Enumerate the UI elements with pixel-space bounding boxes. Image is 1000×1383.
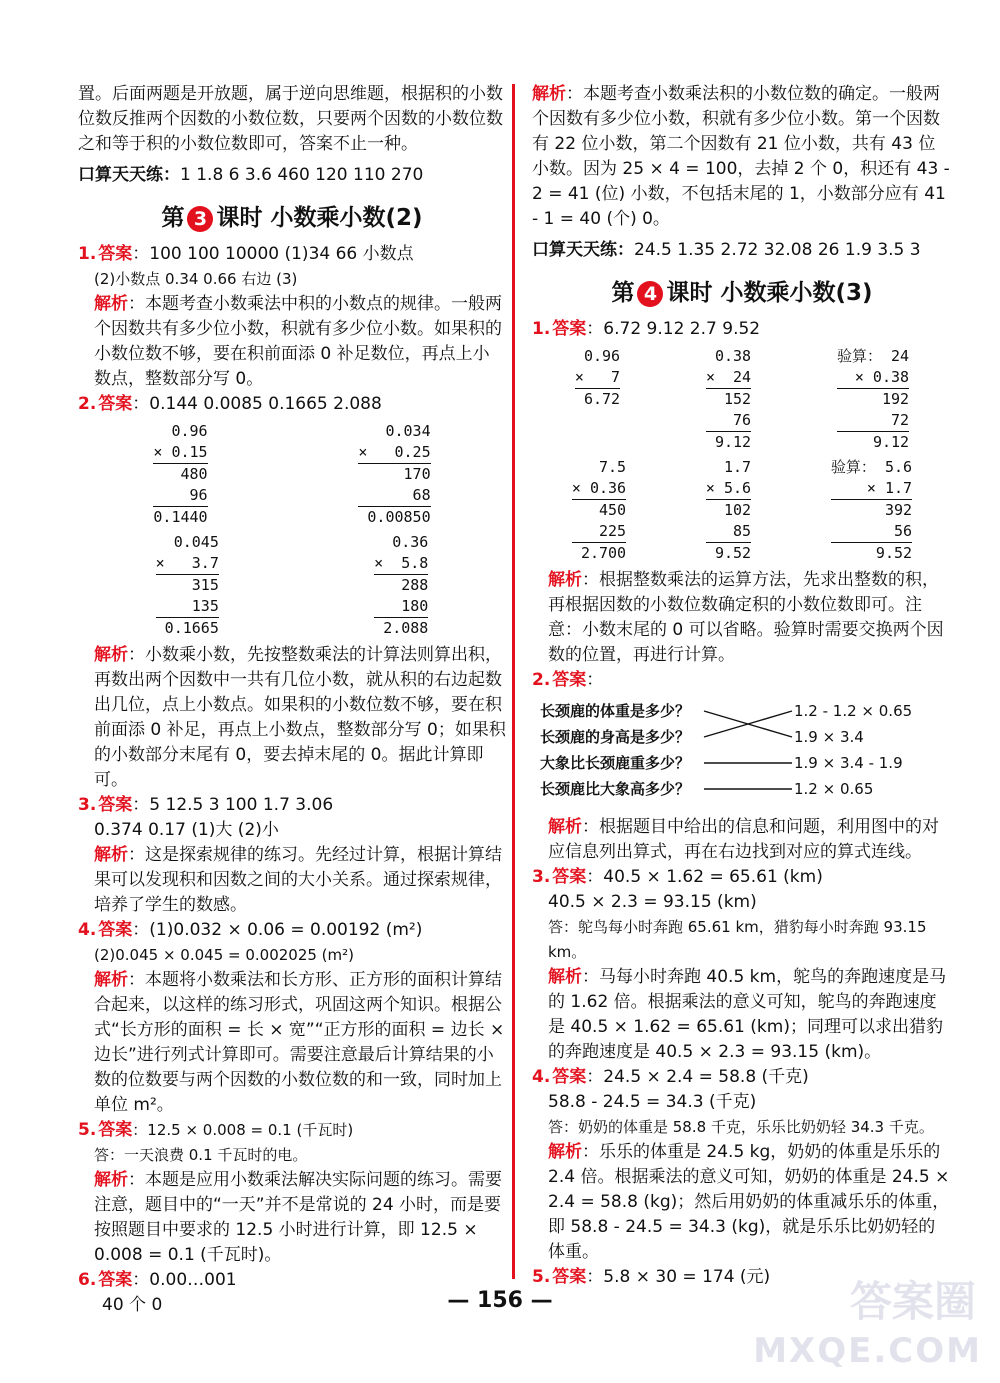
vertical-calc-2: 0.034 × 0.25 170 68 0.00850 [358,422,431,526]
vertical-calc-1: 0.96 × 0.15 480 96 0.1440 [153,422,208,526]
r-check-calc-1: 验算： 24 × 0.38 192 72 9.12 [836,347,910,451]
r-q3-answer-2: 40.5 × 2.3 = 93.15 (km) [548,892,757,912]
r-q1-analysis: 解析：根据整数乘法的运算方法，先求出整数的积，再根据因数的小数位数确定积的小数位数即可。注意：小数末尾的 0 可以省略。验算时需要交换两个因数的位置，再进行计算。 [548,570,944,665]
watermark-logo: 答案圈 [849,1277,976,1326]
matching-diagram [532,699,952,809]
q3-answer: 3. 答案：5 12.5 3 100 1.7 3.06 [78,795,334,815]
lesson-number-badge: 3 [187,206,213,232]
r-calc-row-2 [532,457,952,564]
match-answer-4: 1.2 × 0.65 [794,780,874,798]
match-question-4: 长颈鹿比大象高多少？ [540,780,691,798]
match-question-1: 长颈鹿的体重是多少？ [540,702,691,720]
kousuan-line-right: 口算天天练：24.5 1.35 2.72 32.08 26 1.9 3.5 3 [532,240,921,260]
match-question-3: 大象比长颈鹿重多少？ [540,754,691,772]
right-column [532,82,952,1290]
match-answer-3: 1.9 × 3.4 - 1.9 [794,754,903,772]
r-vertical-calc-1: 0.96 × 7 6.72 [574,347,621,408]
q2-calc-row-1 [78,421,506,528]
r-q1-answer: 1. 答案：6.72 9.12 2.7 9.52 [532,319,761,339]
q2-calc-row-2 [78,532,506,639]
vertical-calc-3: 0.045 × 3.7 315 135 0.1665 [155,533,219,637]
page-number: — 156 — [447,1288,553,1313]
vertical-calc-4: 0.36 × 5.8 288 180 2.088 [374,533,429,637]
q1-analysis: 解析：本题考查小数乘法中积的小数点的规律。一般两个因数共有多少位小数，积就有多少位小数。如果积的小数位数不够，要在积前面添 0 补足数位，再点上小数点，整数部分写 0。 [94,294,502,389]
r-q4-analysis: 解析：乐乐的体重是 24.5 kg，奶奶的体重是乐乐的 2.4 倍。根据乘法的意义可知，奶奶的体重是 24.5 × 2.4 = 58.8 (kg)；然后用奶奶的体重减乐乐的体重，即 58.8 - 24.5 = 34.3 (kg)，就是乐乐比奶奶轻的体重。 [548,1142,950,1262]
q3-analysis: 解析：这是探索规律的练习。先经过计算，根据计算结果可以发现积和因数之间的大小关系。通过探索规律，培养了学生的数感。 [94,845,502,915]
q4-answer: 4. 答案：(1)0.032 × 0.06 = 0.00192 (m²) [78,920,423,940]
r-q2-answer: 2. 答案： [532,670,604,690]
r-vertical-calc-2: 0.38 × 24 152 76 9.12 [705,347,752,451]
lesson-number-badge-right: 4 [637,281,663,307]
match-answer-2: 1.9 × 3.4 [794,728,864,746]
lesson-title-right: 第 4 课时 小数乘小数(3) [611,280,873,306]
r-calc-row-1 [532,346,952,453]
q5-analysis: 解析：本题是应用小数乘法解决实际问题的练习。需要注意，题目中的“一天”并不是常说的 24 小时，而是要按照题目中要求的 12.5 小时进行计算，即 12.5 × 0.008 = 0.1 (千瓦时)。 [94,1170,502,1265]
kousuan-values: 1 1.8 6 3.6 460 120 110 270 [180,165,424,185]
r-q4-answer: 4. 答案：24.5 × 2.4 = 58.8 (千克) [532,1067,809,1087]
r-q2-analysis: 解析：根据题目中给出的信息和问题，利用图中的对应信息列出算式，再在右边找到对应的算式连线。 [548,817,939,862]
q2-answer: 2. 答案：0.144 0.0085 0.1665 2.088 [78,394,382,414]
left-column [78,82,506,1318]
kousuan-label: 口算天天练： [78,165,180,185]
r-q4-answer-2: 58.8 - 24.5 = 34.3 (千克) [548,1092,757,1112]
r-vertical-calc-4: 7.5 × 0.36 450 225 2.700 [571,458,627,562]
lesson-title: 第 3 课时 小数乘小数(2) [161,205,423,231]
r-q3-answer: 3. 答案：40.5 × 1.62 = 65.61 (km) [532,867,823,887]
match-answer-1: 1.2 - 1.2 × 0.65 [794,702,913,720]
q6-brace-label: 40 个 0 [102,1295,163,1315]
q3-answer-2: 0.374 0.17 (1)大 (2)小 [94,820,279,840]
r-q3-answer-3: 答：鸵鸟每小时奔跑 65.61 km，猎豹每小时奔跑 93.15 km。 [548,918,927,961]
kousuan-line [78,163,506,188]
q4-analysis: 解析：本题将小数乘法和长方形、正方形的面积计算结合起来，以这样的练习形式，巩固这两个知识。根据公式“长方形的面积 = 长 × 宽”“正方形的面积 = 边长 × 边长”进行列式计算即可。需要注意最后计算结果的小数的位数要与两个因数的小数位数的和一致，同时加上单位 m²。 [94,970,505,1115]
q5-answer-2: 答：一天浪费 0.1 千瓦时的电。 [94,1146,308,1164]
r-q5-answer: 5. 答案：5.8 × 30 = 174 (元) [532,1267,771,1287]
intro-text: 置。后面两题是开放题，属于逆向思维题，根据积的小数位数反推两个因数的小数位数，只要两个因数的小数位数之和等于积的小数位数即可，答案不止一种。 [78,84,503,154]
q2-analysis: 解析：小数乘小数，先按整数乘法的计算法则算出积，再数出两个因数中一共有几位小数，就从积的右边起数出几位，点上小数点。如果积的小数位数不够，要在积前面添 0 补足，再点上小数点，整数部分写 0；如果积的小数部分末尾有 0，要去掉末尾的 0。据此计算即可。 [94,645,506,790]
watermark-url: MXQE.COM [753,1331,982,1371]
column-divider [512,84,515,1279]
q1-answer-2: (2)小数点 0.34 0.66 右边 (3) [94,270,298,288]
q5-answer: 5. 答案：12.5 × 0.008 = 0.1 (千瓦时) [78,1120,354,1140]
top-analysis: 解析：本题考查小数乘法积的小数位数的确定。一般两个因数有多少位小数，积就有多少位小数。第一个因数有 22 位小数，第二个因数有 21 位小数，共有 43 位小数。因为 25 × 4 = 100，去掉 2 个 0，积还有 43 - 2 = 41 (位) 小数，不包括末尾的 1，小数部分应有 41 - 1 = 40 (个) 0。 [532,84,950,229]
r-check-calc-2: 验算： 5.6 × 1.7 392 56 9.52 [830,458,913,562]
r-q4-answer-3: 答：奶奶的体重是 58.8 千克，乐乐比奶奶轻 34.3 千克。 [548,1118,934,1136]
q1-answer: 1. 答案：100 100 10000 (1)34 66 小数点 [78,244,414,264]
r-vertical-calc-5: 1.7 × 5.6 102 85 9.52 [705,458,752,562]
q4-answer-2: (2)0.045 × 0.045 = 0.002025 (m²) [94,946,355,964]
q6-answer: 6. 答案：0.00…001 [78,1270,237,1290]
match-question-2: 长颈鹿的身高是多少？ [540,728,691,746]
r-q3-analysis: 解析：马每小时奔跑 40.5 km，鸵鸟的奔跑速度是马的 1.62 倍。根据乘法的意义可知，鸵鸟的奔跑速度是 40.5 × 1.62 = 65.61 (km)；同理可以求出猎豹的奔跑速度是 40.5 × 2.3 = 93.15 (km)。 [548,967,947,1062]
